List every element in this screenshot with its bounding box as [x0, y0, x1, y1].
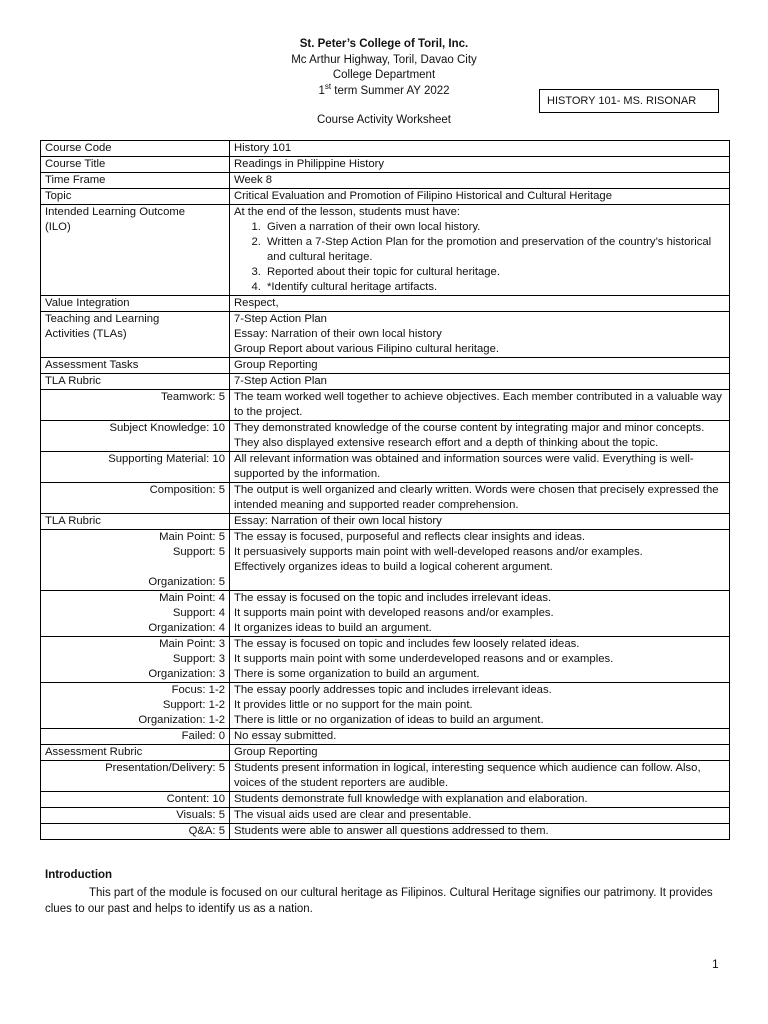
- criterion-label: Visuals: 5: [41, 808, 230, 824]
- criterion-text: [230, 637, 730, 683]
- label-spacer: [45, 560, 225, 575]
- tlas-label-line-2: Activities (TLAs): [45, 328, 127, 340]
- table-row: [41, 683, 730, 729]
- department-name: College Department: [332, 69, 436, 81]
- table-row: [41, 808, 730, 824]
- row-value: [230, 205, 730, 296]
- organization-label: Organization: 1-2: [138, 714, 225, 726]
- table-row: [41, 189, 730, 205]
- main-point-text: The essay is focused on topic and includes few loosely related ideas.: [234, 638, 580, 650]
- row-label: TLA Rubric: [41, 374, 230, 390]
- criterion-text: No essay submitted.: [230, 729, 730, 745]
- criterion-text: Students present information in logical, interesting sequence which audience can follow. Also, voices of the student reporters are audible.: [230, 761, 730, 792]
- table-row: [41, 157, 730, 173]
- row-value: Week 8: [230, 173, 730, 189]
- support-label: Support: 1-2: [162, 699, 225, 711]
- row-value: History 101: [230, 141, 730, 157]
- criterion-text: [230, 530, 730, 591]
- support-text: It provides little or no support for the main point.: [234, 699, 473, 711]
- criterion-label: [41, 637, 230, 683]
- list-item: 4. *Identify cultural heritage artifacts.: [264, 280, 725, 295]
- table-row: [41, 824, 730, 840]
- row-label: Time Frame: [41, 173, 230, 189]
- criterion-label: Teamwork: 5: [41, 390, 230, 421]
- organization-label: Organization: 5: [148, 576, 225, 588]
- main-point-text: The essay is focused on the topic and includes irrelevant ideas.: [234, 592, 552, 604]
- criterion-label: Subject Knowledge: 10: [41, 421, 230, 452]
- support-text: It supports main point with developed reasons and/or examples.: [234, 607, 554, 619]
- document-header: [0, 37, 768, 129]
- table-row: [41, 729, 730, 745]
- table-row: [41, 358, 730, 374]
- main-point-label: Main Point: 3: [159, 638, 225, 650]
- course-activity-table: [40, 140, 730, 840]
- table-row: [41, 421, 730, 452]
- criterion-text: Students demonstrate full knowledge with explanation and elaboration.: [230, 792, 730, 808]
- list-item: 1. Given a narration of their own local history.: [264, 220, 725, 235]
- criterion-label: Supporting Material: 10: [41, 452, 230, 483]
- table-row: [41, 514, 730, 530]
- table-row: [41, 374, 730, 390]
- introduction-body: This part of the module is focused on our cultural heritage as Filipinos. Cultural Heritage signifies our patrimony. It provides clues to our past and helps to identify us as a nation.: [45, 887, 713, 915]
- table-row: [41, 637, 730, 683]
- tlas-label-line-1: Teaching and Learning: [45, 313, 160, 325]
- subject-box: HISTORY 101- MS. RISONAR: [539, 89, 719, 113]
- ilo-label-line-2: (ILO): [45, 221, 71, 233]
- main-point-text: The essay is focused, purposeful and reflects clear insights and ideas.: [234, 531, 586, 543]
- table-row: [41, 761, 730, 792]
- criterion-label: Q&A: 5: [41, 824, 230, 840]
- support-text: It supports main point with some underdeveloped reasons and or examples.: [234, 653, 614, 665]
- tla-line: 7-Step Action Plan: [234, 313, 327, 325]
- row-label: Value Integration: [41, 296, 230, 312]
- criterion-text: [230, 591, 730, 637]
- term-text: term Summer AY 2022: [331, 84, 450, 97]
- row-value: Group Reporting: [230, 745, 730, 761]
- table-row: [41, 530, 730, 591]
- page-number: 1: [712, 957, 719, 971]
- tla-line: Essay: Narration of their own local history: [234, 328, 442, 340]
- row-value: Group Reporting: [230, 358, 730, 374]
- row-label: Course Code: [41, 141, 230, 157]
- term-number: 1: [318, 84, 325, 97]
- school-name: St. Peter’s College of Toril, Inc.: [299, 38, 469, 50]
- criterion-label: [41, 683, 230, 729]
- criterion-label: Content: 10: [41, 792, 230, 808]
- organization-label: Organization: 4: [148, 622, 225, 634]
- ilo-label-line-1: Intended Learning Outcome: [45, 206, 186, 218]
- list-item: 3. Reported about their topic for cultural heritage.: [264, 265, 725, 280]
- row-value: [230, 312, 730, 358]
- tla-line: Group Report about various Filipino cultural heritage.: [234, 343, 499, 355]
- organization-text: There is little or no organization of ideas to build an argument.: [234, 714, 544, 726]
- organization-text: There is some organization to build an argument.: [234, 668, 480, 680]
- list-item: 2. Written a 7-Step Action Plan for the promotion and preservation of the country’s historical and cultural heritage.: [264, 235, 725, 265]
- row-value: Respect,: [230, 296, 730, 312]
- table-row: [41, 591, 730, 637]
- table-row: [41, 141, 730, 157]
- table-row: [41, 173, 730, 189]
- ilo-list: [234, 220, 725, 295]
- criterion-text: The team worked well together to achieve objectives. Each member contributed in a valuable way to the project.: [230, 390, 730, 421]
- table-row: [41, 452, 730, 483]
- row-label: Course Title: [41, 157, 230, 173]
- main-point-label: Main Point: 5: [159, 531, 225, 543]
- support-text: It persuasively supports main point with well-developed reasons and/or examples.: [234, 546, 643, 558]
- row-label: Assessment Rubric: [41, 745, 230, 761]
- row-value: Essay: Narration of their own local history: [230, 514, 730, 530]
- row-value: 7-Step Action Plan: [230, 374, 730, 390]
- focus-label: Focus: 1-2: [171, 684, 225, 696]
- table-row: [41, 745, 730, 761]
- row-value: Critical Evaluation and Promotion of Filipino Historical and Cultural Heritage: [230, 189, 730, 205]
- row-label: [41, 312, 230, 358]
- row-label: TLA Rubric: [41, 514, 230, 530]
- organization-label: Organization: 3: [148, 668, 225, 680]
- row-label: [41, 205, 230, 296]
- table-row: [41, 312, 730, 358]
- school-address: Mc Arthur Highway, Toril, Davao City: [291, 53, 477, 66]
- organization-text: It organizes ideas to build an argument.: [234, 622, 432, 634]
- row-label: Topic: [41, 189, 230, 205]
- criterion-text: Students were able to answer all questions addressed to them.: [230, 824, 730, 840]
- criterion-label: Presentation/Delivery: 5: [41, 761, 230, 792]
- table-row: [41, 390, 730, 421]
- ilo-intro: At the end of the lesson, students must have:: [234, 206, 461, 218]
- row-value: Readings in Philippine History: [230, 157, 730, 173]
- main-point-label: Main Point: 4: [159, 592, 225, 604]
- criterion-label: [41, 530, 230, 591]
- criterion-text: They demonstrated knowledge of the course content by integrating major and minor concepts. They also displayed extensive research effort and a depth of thinking about the topic.: [230, 421, 730, 452]
- criterion-text: All relevant information was obtained and information sources were valid. Everything is well-supported by the information.: [230, 452, 730, 483]
- criterion-label: Failed: 0: [41, 729, 230, 745]
- organization-text: Effectively organizes ideas to build a logical coherent argument.: [234, 561, 553, 573]
- table-row: [41, 296, 730, 312]
- criterion-text: [230, 683, 730, 729]
- introduction-heading: Introduction: [45, 869, 113, 881]
- term-superscript: st: [324, 81, 332, 91]
- row-label: Assessment Tasks: [41, 358, 230, 374]
- table-row: [41, 483, 730, 514]
- worksheet-title: Course Activity Worksheet: [316, 114, 451, 126]
- introduction-section: [45, 867, 725, 917]
- support-label: Support: 3: [172, 653, 225, 665]
- table-row: [41, 205, 730, 296]
- criterion-label: [41, 591, 230, 637]
- support-label: Support: 5: [172, 546, 225, 558]
- criterion-text: The output is well organized and clearly written. Words were chosen that precisely expressed the intended meaning and supported reader comprehension.: [230, 483, 730, 514]
- table-row: [41, 792, 730, 808]
- focus-text: The essay poorly addresses topic and includes irrelevant ideas.: [234, 684, 552, 696]
- support-label: Support: 4: [172, 607, 225, 619]
- criterion-label: Composition: 5: [41, 483, 230, 514]
- criterion-text: The visual aids used are clear and presentable.: [230, 808, 730, 824]
